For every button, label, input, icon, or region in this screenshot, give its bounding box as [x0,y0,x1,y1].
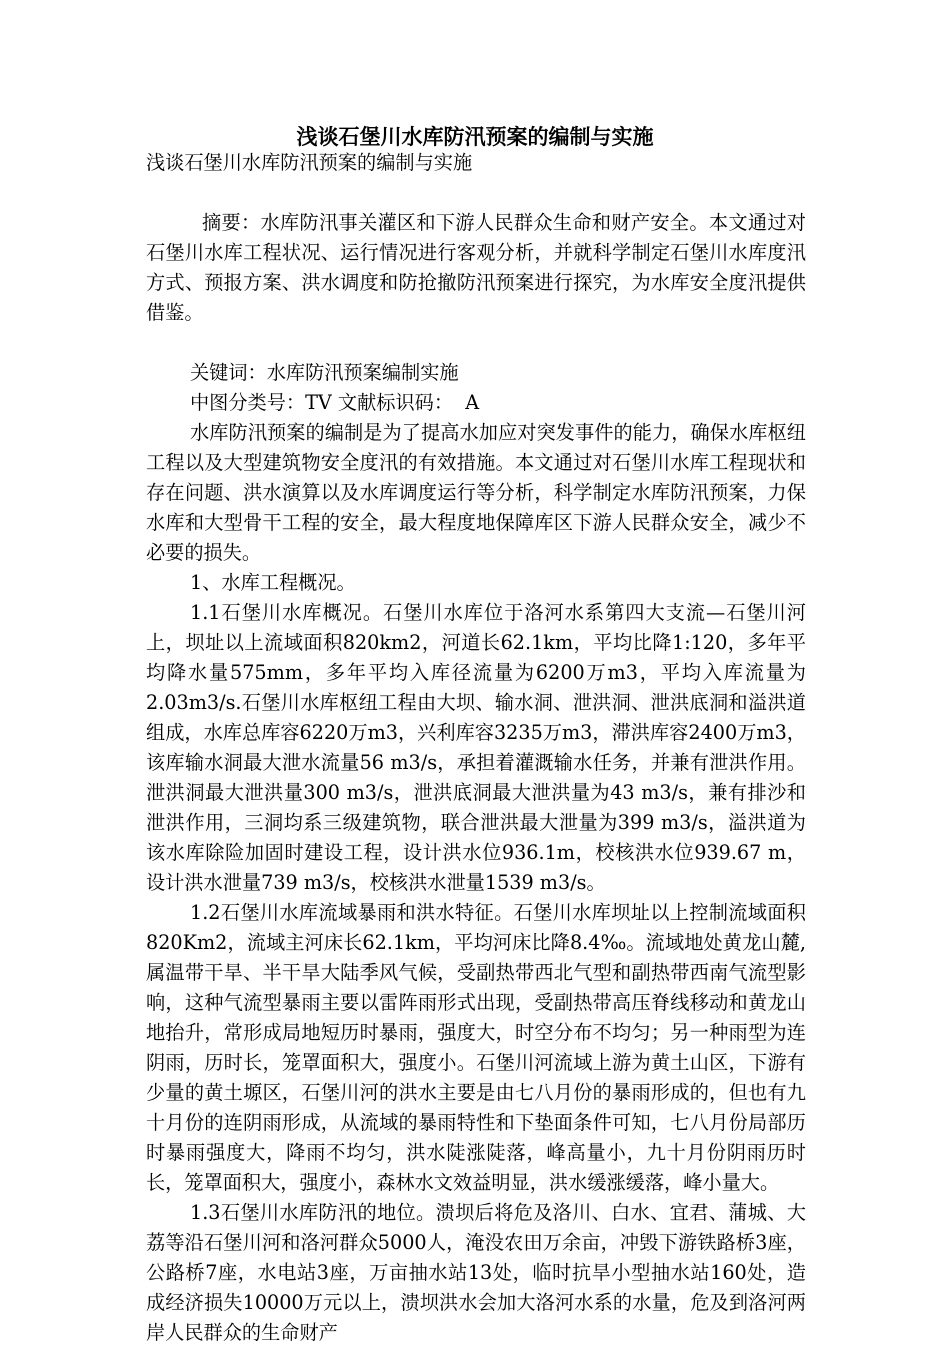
keywords-line: 关键词：水库防汛预案编制实施 [190,361,459,384]
blank-line [146,178,806,208]
paragraph-1-3: 1.3石堡川水库防汛的地位。溃坝后将危及洛川、白水、宜君、蒲城、大荔等沿石堡川河和洛河群众5000人，淹没农田万余亩，冲毁下游铁路桥3座，公路桥7座，水电站3座，万亩抽水站13处，临时抗旱小型抽水站160处，造成经济损失10000万元以上，溃坝洪水会加大洛河水系的水量，危及到洛河两岸人民群众的生命财产 [146,1201,806,1344]
section-heading: 1、水库工程概况。 [190,571,356,594]
intro-paragraph: 水库防汛预案的编制是为了提高水加应对突发事件的能力，确保水库枢纽工程以及大型建筑物安全度汛的有效措施。本文通过对石堡川水库工程现状和存在问题、洪水演算以及水库调度运行等分析，科学制定水库防汛预案，力保水库和大型骨干工程的安全，最大程度地保障库区下游人民群众安全，减少不必要的损失。 [146,421,806,564]
paragraph-1-1: 1.1石堡川水库概况。石堡川水库位于洛河水系第四大支流—石堡川河上，坝址以上流域面积820km2，河道长62.1km，平均比降1:120，多年平均降水量575mm，多年平均入库径流量为6200万m3，平均入库流量为2.03m3/s.石堡川水库枢纽工程由大坝、输水洞、泄洪洞、泄洪底洞和溢洪道组成，水库总库容6220万m3，兴利库容3235万m3，滞洪库容2400万m3，该库输水洞最大泄水流量56 m3/s，承担着灌溉输水任务，并兼有泄洪作用。泄洪洞最大泄洪量300 m3/s，泄洪底洞最大泄洪量为43 m3/s，兼有排沙和泄洪作用，三洞均系三级建筑物，联合泄洪最大泄量为399 m3/s，溢洪道为该水库除险加固时建设工程，设计洪水位936.1m，校核洪水位939.67 m，设计洪水泄量739 m3/s，校核洪水泄量1539 m3/s。 [146,601,806,894]
abstract-paragraph: 摘要：水库防汛事关灌区和下游人民群众生命和财产安全。本文通过对石堡川水库工程状况、运行情况进行客观分析，并就科学制定石堡川水库度汛方式、预报方案、洪水调度和防抢撤防汛预案进行探究，为水库安全度汛提供借鉴。 [146,211,806,324]
document-subtitle: 浅谈石堡川水库防汛预案的编制与实施 [146,151,473,174]
classification-line: 中图分类号：TV 文献标识码： A [190,391,480,414]
blank-line [146,328,806,358]
document-body [146,148,806,1348]
document-title: 浅谈石堡川水库防汛预案的编制与实施 [296,124,654,149]
paragraph-1-2: 1.2石堡川水库流域暴雨和洪水特征。石堡川水库坝址以上控制流域面积820Km2，流域主河床长62.1km，平均河床比降8.4‰。流域地处黄龙山麓,属温带干旱、半干旱大陆季风气候，受副热带西北气型和副热带西南气流型影响，这种气流型暴雨主要以雷阵雨形式出现，受副热带高压脊线移动和黄龙山地抬升，常形成局地短历时暴雨，强度大，时空分布不均匀；另一种雨型为连阴雨，历时长，笼罩面积大，强度小。石堡川河流域上游为黄土山区，下游有少量的黄土塬区，石堡川河的洪水主要是由七八月份的暴雨形成的，但也有九十月份的连阴雨形成，从流域的暴雨特性和下垫面条件可知，七八月份局部历时暴雨强度大，降雨不均匀，洪水陡涨陡落，峰高量小，九十月份阴雨历时长，笼罩面积大，强度小，森林水文效益明显，洪水缓涨缓落，峰小量大。 [146,901,806,1194]
